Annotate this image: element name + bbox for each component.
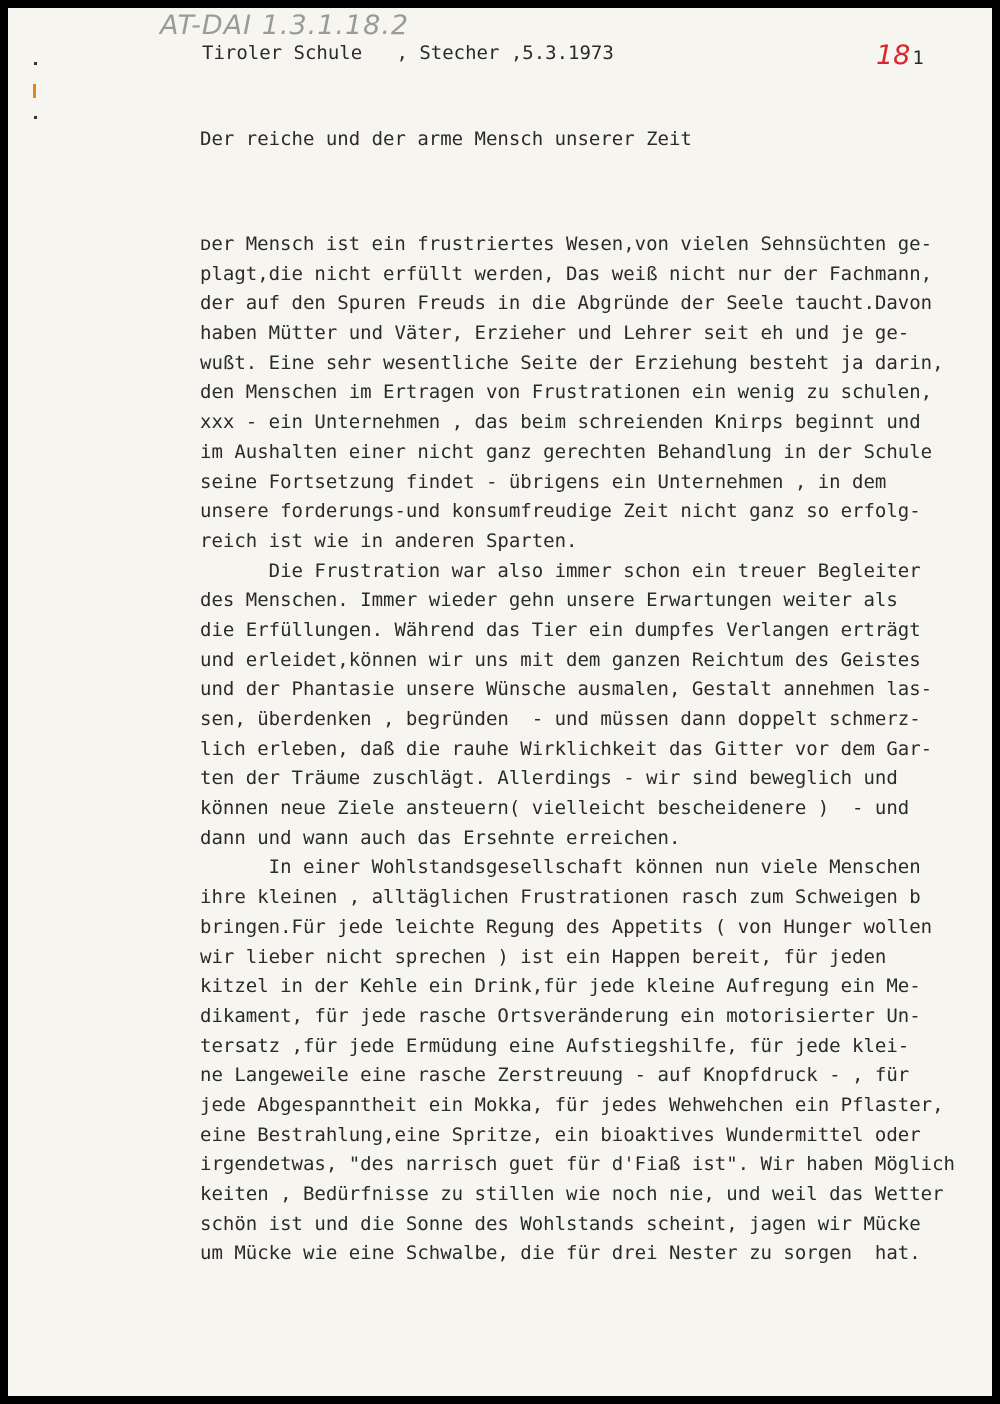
body-line: dann und wann auch das Ersehnte erreichen.: [200, 826, 681, 849]
body-line: xxx - ein Unternehmen , das beim schreienden Knirps beginnt und: [200, 411, 921, 434]
body-line: ᴅer Mensch ist ein frustriertes Wesen,von vielen Sehnsüchten ge-: [200, 233, 933, 255]
body-line: plagt,die nicht erfüllt werden, Das weiß nicht nur der Fachmann,: [200, 262, 933, 285]
document-header: Tiroler Schule , Stecher ,5.3.1973: [202, 42, 614, 64]
document-page: [8, 8, 992, 1396]
body-line: des Menschen. Immer wieder gehn unsere Erwartungen weiter als: [200, 589, 898, 612]
body-line: die Erfüllungen. Während das Tier ein dumpfes Verlangen erträgt: [200, 618, 921, 641]
margin-dot-bottom: [34, 116, 37, 119]
page-number: [876, 40, 924, 71]
page-number-handwritten: 18: [876, 40, 911, 71]
body-line: der auf den Spuren Freuds in die Abgründe der Seele taucht.Davon: [200, 292, 933, 315]
body-line: den Menschen im Ertragen von Frustrationen ein wenig zu schulen,: [200, 381, 933, 404]
archive-signature: AT-DAI 1.3.1.18.2: [160, 10, 410, 41]
body-line: wußt. Eine sehr wesentliche Seite der Erziehung besteht ja darin,: [200, 351, 944, 374]
page-number-typed: 1: [912, 47, 924, 69]
margin-dot-top: [34, 62, 37, 65]
body-line: wir lieber nicht sprechen ) ist ein Happen bereit, für jeden: [200, 945, 887, 968]
body-line: tersatz ,für jede Ermüdung eine Aufstiegshilfe, für jede klei-: [200, 1034, 910, 1057]
body-line: haben Mütter und Väter, Erzieher und Lehrer seit eh und je ge-: [200, 322, 910, 345]
body-line: ten der Träume zuschlägt. Allerdings - wir sind beweglich und: [200, 767, 898, 790]
body-line: kitzel in der Kehle ein Drink,für jede kleine Aufregung ein Me-: [200, 975, 921, 998]
body-line: und erleidet,können wir uns mit dem ganzen Reichtum des Geistes: [200, 648, 921, 671]
body-line: ne Langeweile eine rasche Zerstreuung - auf Knopfdruck - , für: [200, 1064, 910, 1087]
body-line: keiten , Bedürfnisse zu stillen wie noch nie, und weil das Wetter: [200, 1183, 944, 1205]
body-line: reich ist wie in anderen Sparten.: [200, 529, 578, 552]
body-line: lich erleben, daß die rauhe Wirklichkeit das Gitter vor dem Gar-: [200, 737, 933, 760]
body-line: sen, überdenken , begründen - und müssen dann doppelt schmerz-: [200, 708, 921, 730]
body-line: und der Phantasie unsere Wünsche ausmalen, Gestalt annehmen las-: [200, 678, 933, 701]
body-text: [200, 230, 992, 1269]
body-line: ihre kleinen , alltäglichen Frustrationen rasch zum Schweigen b: [200, 886, 921, 909]
body-line: Die Frustration war also immer schon ein treuer Begleiter: [200, 559, 921, 582]
body-line: seine Fortsetzung findet - übrigens ein Unternehmen , in dem: [200, 470, 887, 493]
body-line: um Mücke wie eine Schwalbe, die für drei Nester zu sorgen hat.: [200, 1242, 921, 1265]
body-line: im Aushalten einer nicht ganz gerechten Behandlung in der Schule: [200, 440, 933, 463]
body-line: schön ist und die Sonne des Wohlstands scheint, jagen wir Mücke: [200, 1212, 921, 1235]
body-line: jede Abgespanntheit ein Mokka, für jedes Wehwehchen ein Pflaster,: [200, 1093, 944, 1116]
body-line: bringen.Für jede leichte Regung des Appetits ( von Hunger wollen: [200, 915, 933, 938]
margin-orange-mark: [33, 84, 36, 98]
body-line: dikament, für jede rasche Ortsveränderung ein motorisierter Un-: [200, 1004, 921, 1027]
body-line: eine Bestrahlung,eine Spritze, ein bioaktives Wundermittel oder: [200, 1123, 921, 1146]
document-title: Der reiche und der arme Mensch unserer Zeit: [200, 128, 692, 150]
body-line: unsere forderungs-und konsumfreudige Zeit nicht ganz so erfolg-: [200, 500, 921, 523]
body-line: irgendetwas, "des narrisch guet für d'Fiaß ist". Wir haben Möglich: [200, 1153, 955, 1176]
body-line: können neue Ziele ansteuern( vielleicht bescheidenere ) - und: [200, 797, 910, 820]
body-line: In einer Wohlstandsgesellschaft können nun viele Menschen: [200, 856, 921, 879]
